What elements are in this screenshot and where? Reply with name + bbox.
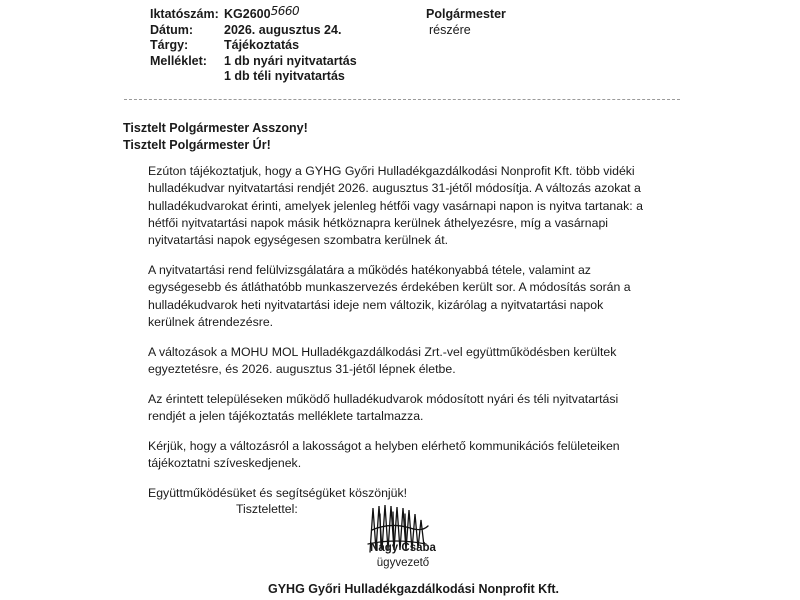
date-label: Dátum: — [150, 22, 194, 37]
reference-number-value: KG2600 — [224, 7, 271, 21]
subject-label: Tárgy: — [150, 38, 189, 52]
signer-title: ügyvezető — [376, 557, 430, 569]
subject-value: Tájékoztatás — [224, 38, 300, 52]
salutation-1: Tisztelt Polgármester Asszony! — [123, 121, 308, 135]
paragraph: Ezúton tájékoztatjuk, hogy a GYHG Győri Hulladékgazdálkodási Nonprofit Kft. több vidéki hulladékudvar nyitvatartási rendjét 2026. augusztus 31-jétől módosítja. A változás azokat a hulladékudvarokat érinti, amelyek jelenleg hétfői vagy vasárnapi napon is nyitva tartanak: a hétfői nyitvatartási napok másik hétköznapra kerülnek áthelyezésre, míg a vasárnapi nyitvatartási napok egységesen szombatra kerülnek át. — [148, 164, 643, 248]
organization-name: GYHG Győri Hulladékgazdálkodási Nonprofit Kft. — [268, 582, 560, 596]
header-divider — [124, 99, 680, 100]
paragraph: A nyitvatartási rend felülvizsgálatára a működés hatékonyabbá tétele, valamint az egységesebb és átláthatóbb munkaszervezés érdekében került sor. A módosítás során a hulladékudvarok heti nyitvatartási ideje nem változik, kizárólag a nyitvatartási napok kerülnek átrendezésre. — [148, 262, 631, 329]
recipient-title: Polgármester — [426, 7, 506, 21]
salutations — [123, 120, 308, 154]
paragraph: Kérjük, hogy a változásról a lakosságot a helyben elérhető kommunikációs felületeiken tájékoztatni szíveskedjenek. — [148, 438, 620, 471]
attachment-label: Melléklet: — [150, 53, 207, 68]
salutation-2: Tisztelt Polgármester Úr! — [123, 138, 271, 152]
handwritten-reference-suffix: 5660 — [270, 4, 300, 18]
date-value: 2026. augusztus 24. — [224, 22, 342, 37]
signer-block — [348, 541, 458, 571]
recipient-note: részére — [429, 22, 471, 37]
recipient-block — [426, 7, 506, 38]
letter-body — [148, 163, 653, 515]
paragraph: Az érintett településeken működő hulladékudvarok módosított nyári és téli nyitvatartási rendjét a jelen tájékoztatás melléklete tartalmazza. — [148, 391, 619, 424]
closing-phrase: Tisztelettel: — [236, 502, 298, 516]
reference-number-value-wrap — [224, 4, 300, 23]
reference-number-label: Iktatószám: — [150, 7, 219, 21]
signer-name: Nagy Csaba — [370, 542, 436, 554]
attachment-value-2: 1 db téli nyitvatartás — [224, 69, 345, 83]
paragraph: Együttműködésüket és segítségüket köszönjük! — [148, 485, 408, 500]
attachment-value-1: 1 db nyári nyitvatartás — [224, 53, 357, 68]
paragraph: A változások a MOHU MOL Hulladékgazdálkodási Zrt.-vel együttműködésben kerültek egyeztetésre, és 2026. augusztus 31-jétől lépnek életbe. — [148, 344, 617, 376]
